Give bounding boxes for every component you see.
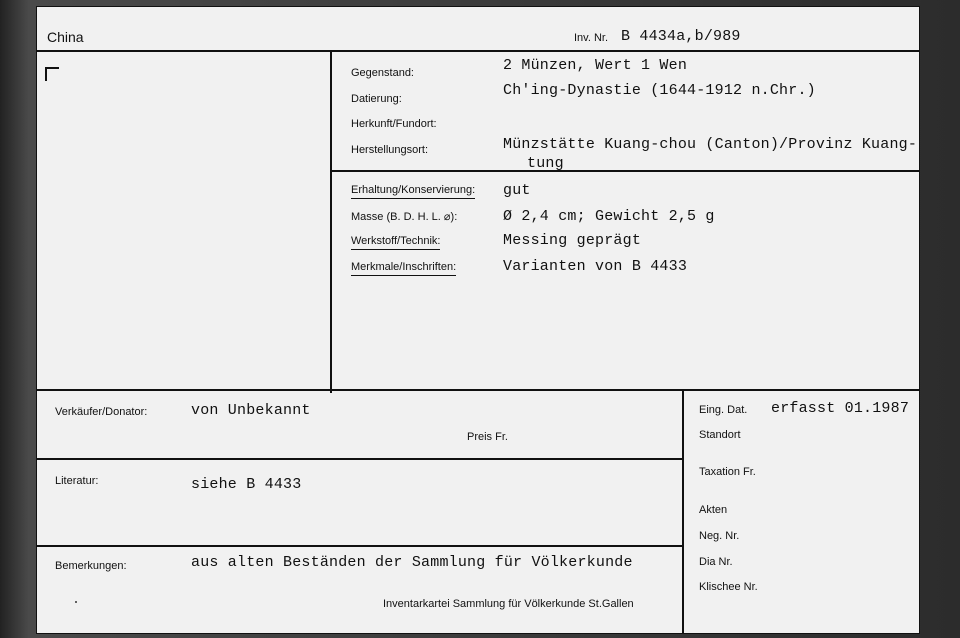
photo-divider (330, 51, 332, 393)
verkaeufer-divider (37, 458, 683, 460)
country-label: China (47, 29, 84, 45)
right-panel-divider (682, 389, 684, 633)
werkstoff-value: Messing geprägt (503, 232, 642, 249)
herstellungsort-value-line2: tung (527, 155, 564, 172)
lower-divider (37, 389, 919, 391)
header-divider (37, 50, 919, 52)
literatur-label: Literatur: (55, 475, 99, 487)
eing-dat-value: erfasst 01.1987 (771, 400, 910, 417)
masse-label: Masse (B. D. H. L. ⌀): (351, 211, 458, 223)
erhaltung-label: Erhaltung/Konservierung: (351, 184, 475, 199)
verkaeufer-label: Verkäufer/Donator: (55, 406, 148, 418)
herstellungsort-value-line1: Münzstätte Kuang-chou (Canton)/Provinz Kuang- (503, 136, 918, 153)
datierung-value: Ch'ing-Dynastie (1644-1912 n.Chr.) (503, 82, 816, 99)
inv-number-label: Inv. Nr. (574, 32, 609, 44)
verkaeufer-value: von Unbekannt (191, 402, 311, 419)
stray-mark (75, 601, 77, 603)
standort-label: Standort (699, 429, 741, 441)
gegenstand-label: Gegenstand: (351, 67, 414, 79)
bemerkungen-label: Bemerkungen: (55, 560, 127, 572)
klischee-nr-label: Klischee Nr. (699, 581, 758, 593)
literatur-divider (37, 545, 683, 547)
inv-number-value: B 4434a,b/989 (621, 28, 741, 45)
merkmale-value: Varianten von B 4433 (503, 258, 688, 275)
section-divider (331, 170, 919, 172)
dia-nr-label: Dia Nr. (699, 556, 733, 568)
inventory-card (36, 6, 920, 634)
herstellungsort-label: Herstellungsort: (351, 144, 429, 156)
literatur-value: siehe B 4433 (191, 476, 302, 493)
erhaltung-value: gut (503, 182, 531, 199)
herkunft-label: Herkunft/Fundort: (351, 118, 437, 130)
taxation-label: Taxation Fr. (699, 466, 756, 478)
eing-dat-label: Eing. Dat. (699, 404, 748, 416)
merkmale-label: Merkmale/Inschriften: (351, 261, 456, 276)
bemerkungen-value: aus alten Beständen der Sammlung für Völkerkunde (191, 554, 633, 571)
akten-label: Akten (699, 504, 728, 516)
werkstoff-label: Werkstoff/Technik: (351, 235, 440, 250)
masse-value: Ø 2,4 cm; Gewicht 2,5 g (503, 208, 715, 225)
datierung-label: Datierung: (351, 93, 402, 105)
neg-nr-label: Neg. Nr. (699, 530, 740, 542)
footer-text: Inventarkartei Sammlung für Völkerkunde St.Gallen (383, 598, 634, 610)
gegenstand-value: 2 Münzen, Wert 1 Wen (503, 57, 688, 74)
preis-label: Preis Fr. (467, 431, 508, 443)
photo-corner-mark (45, 67, 59, 81)
